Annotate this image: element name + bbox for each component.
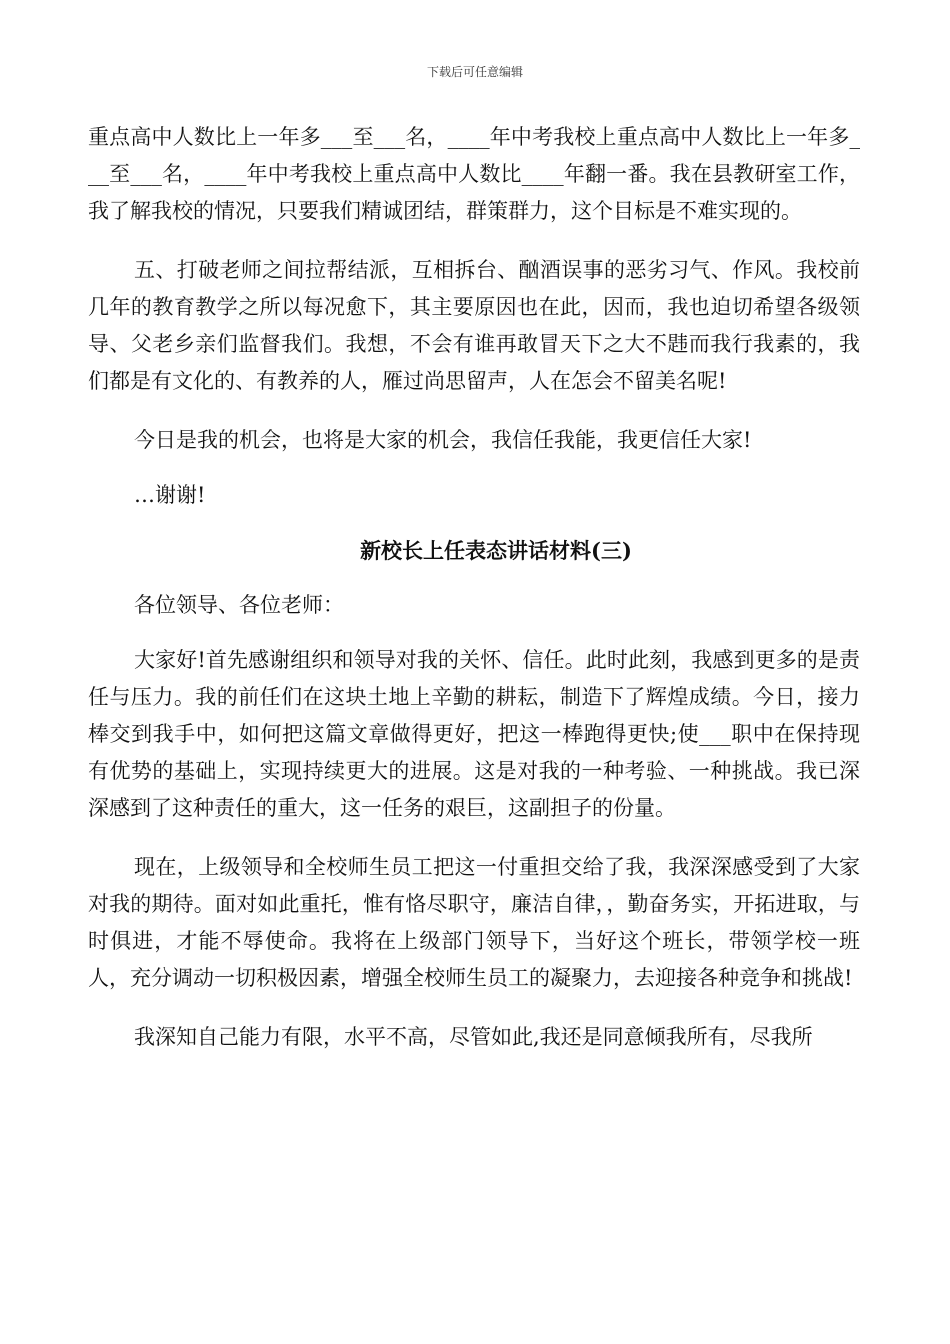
paragraph-item-five: 五、打破老师之间拉帮结派，互相拆台、酗酒误事的恶劣习气、作风。我校前几年的教育教学之所以每况愈下，其主要原因也在此，因而，我也迫切希望各级领导、父老乡亲们监督我们。我想，不会有谁再敢冒天下之大不韪而我行我素的，我们都是有文化的、有教养的人，雁过尚思留声，人在怎会不留美名呢! [88,258,860,393]
section-paragraph-2: 现在，上级领导和全校师生员工把这一付重担交给了我，我深深感受到了大家对我的期待。面对如此重托，惟有恪尽职守，廉洁自律，，勤奋务实，开拓进取，与时俱进，才能不辱使命。我将在上级部门领导下，当好这个班长，带领学校一班人，充分调动一切积极因素，增强全校师生员工的凝聚力，去迎接各种竞争和挑战! [88,855,860,990]
document-body [88,119,860,1056]
section-paragraph-3: 我深知自己能力有限，水平不高，尽管如此,我还是同意倾我所有，尽我所 [134,1025,813,1049]
paragraph-continued: 重点高中人数比上一年多___至___名，____年中考我校上重点高中人数比上一年多___至___名，____年中考我校上重点高中人数比____年翻一番。我在县教研室工作，我了解我校的情况，只要我们精诚团结，群策群力，这个目标是不难实现的。 [88,125,860,223]
paragraph-thanks: …谢谢! [134,483,206,507]
section-greeting: 各位领导、各位老师： [134,593,344,617]
section-paragraph-1: 大家好!首先感谢组织和领导对我的关怀、信任。此时此刻，我感到更多的是责任与压力。我的前任们在这块土地上辛勤的耕耘，制造下了辉煌成绩。今日，接力棒交到我手中，如何把这篇文章做得更好，把这一棒跑得更快;使___职中在保持现有优势的基础上，实现持续更大的进展。这是对我的一种考验、一种挑战。我已深深感到了这种责任的重大，这一任务的艰巨，这副担子的份量。 [88,648,860,820]
paragraph-closing-statement: 今日是我的机会，也将是大家的机会，我信任我能，我更信任大家! [134,428,752,452]
page-header-note: 下载后可任意编辑 [426,65,523,79]
section-title: 新校长上任表态讲话材料(三) [360,538,632,563]
